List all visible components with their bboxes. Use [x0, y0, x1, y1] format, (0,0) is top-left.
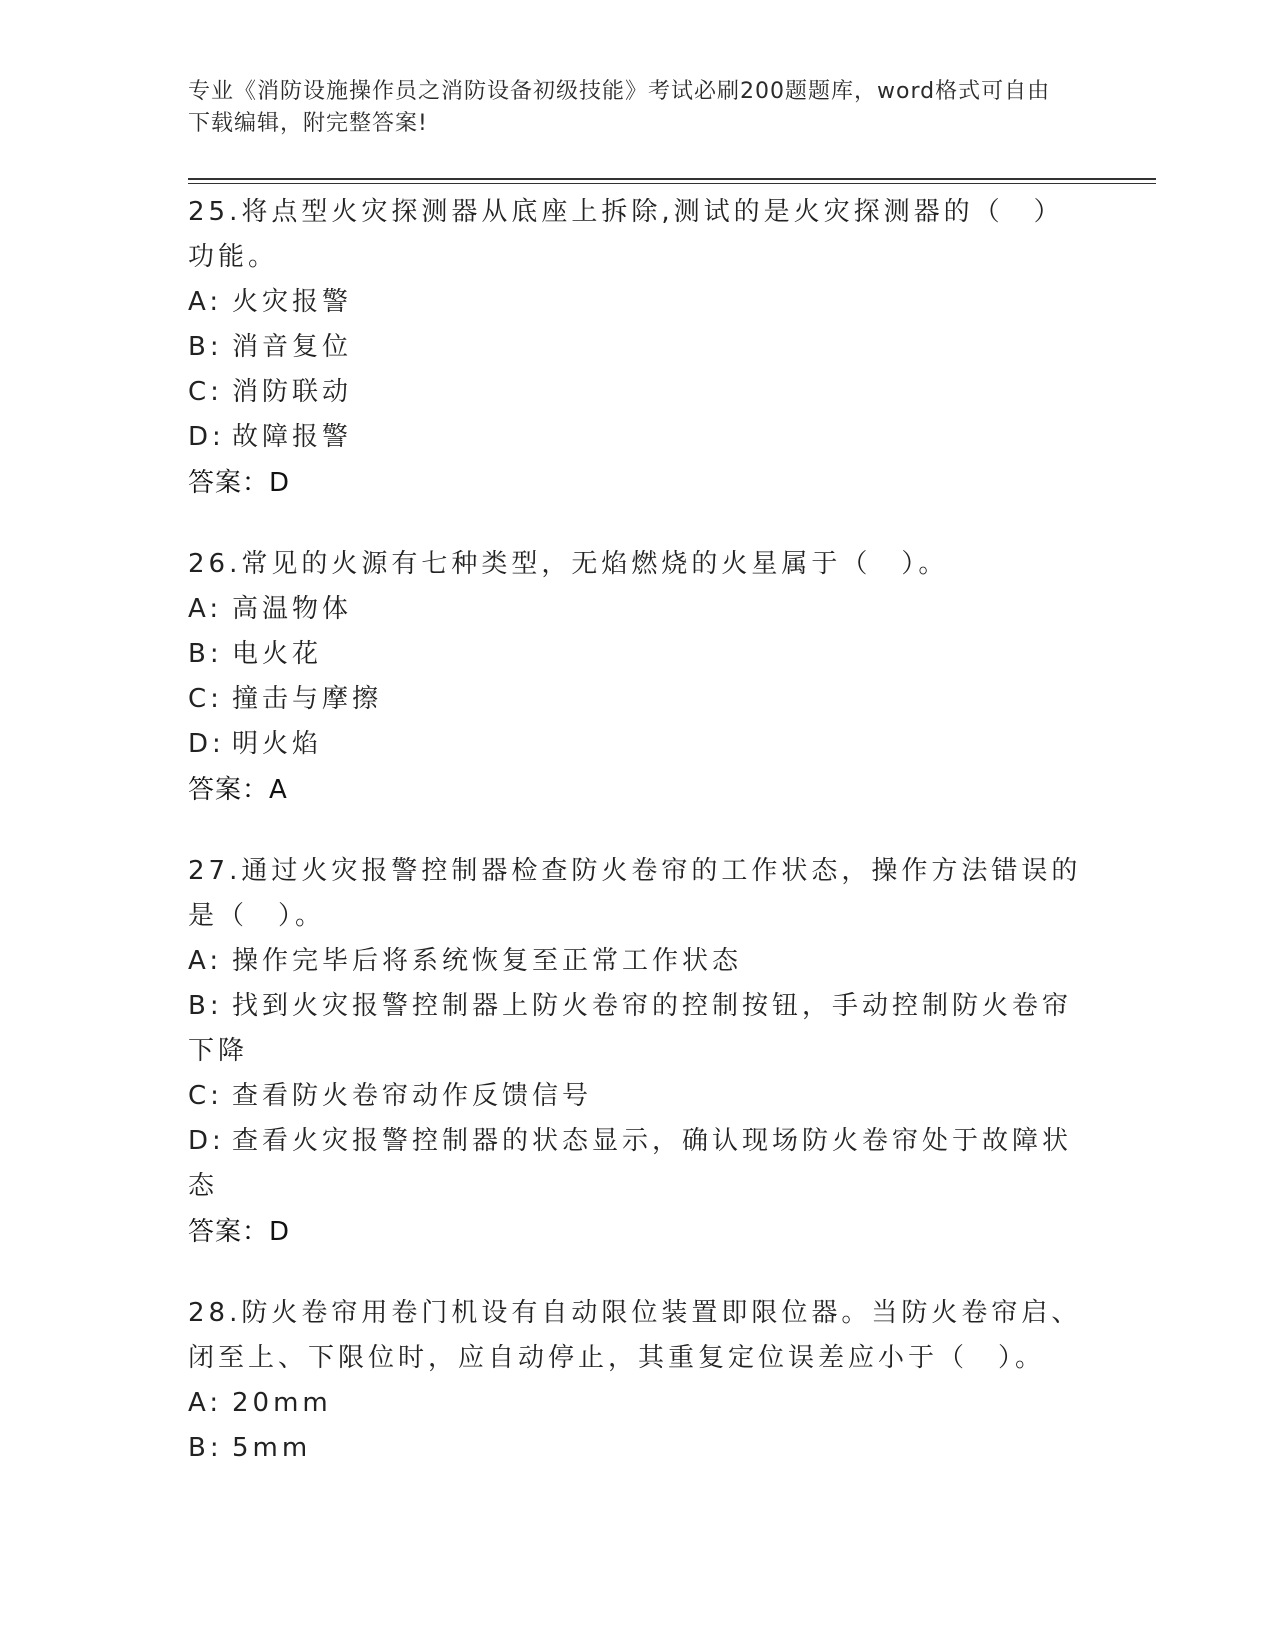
question-stem: 25.将点型火灾探测器从底座上拆除,测试的是火灾探测器的（ ）功能。	[188, 197, 1064, 272]
answer-line	[188, 1209, 1088, 1255]
option-a	[188, 1381, 1088, 1426]
option-b	[188, 984, 1088, 1074]
option-key: B:	[188, 332, 223, 362]
option-key: A:	[188, 287, 223, 317]
question-stem: 27.通过火灾报警控制器检查防火卷帘的工作状态，操作方法错误的是（ ）。	[188, 856, 1082, 931]
option-key: D:	[188, 422, 225, 452]
option-key: C:	[188, 377, 223, 407]
question-26	[188, 542, 1088, 813]
answer-value: D	[269, 468, 291, 498]
option-key: B:	[188, 991, 223, 1021]
option-key: B:	[188, 1433, 223, 1463]
question-25	[188, 190, 1088, 506]
option-text: 操作完毕后将系统恢复至正常工作状态	[232, 946, 743, 976]
option-key: C:	[188, 684, 223, 714]
option-key: A:	[188, 1388, 223, 1418]
option-text: 高温物体	[232, 594, 353, 624]
option-b	[188, 325, 1088, 370]
question-list	[188, 190, 1088, 1507]
document-header: 专业《消防设施操作员之消防设备初级技能》考试必刷200题题库，word格式可自由下载编辑，附完整答案!	[188, 79, 1051, 136]
question-28	[188, 1291, 1088, 1471]
option-key: B:	[188, 639, 223, 669]
option-text: 找到火灾报警控制器上防火卷帘的控制按钮，手动控制防火卷帘下降	[188, 991, 1073, 1066]
option-b	[188, 632, 1088, 677]
question-stem: 26.常见的火源有七种类型，无焰燃烧的火星属于（ ）。	[188, 549, 949, 579]
answer-line	[188, 767, 1088, 813]
option-text: 故障报警	[232, 422, 353, 452]
option-text: 消防联动	[232, 377, 353, 407]
option-text: 电火花	[232, 639, 323, 669]
question-stem: 28.防火卷帘用卷门机设有自动限位装置即限位器。当防火卷帘启、闭至上、下限位时，应自动停止，其重复定位误差应小于（ ）。	[188, 1298, 1082, 1373]
option-text: 5mm	[232, 1433, 312, 1463]
option-text: 查看火灾报警控制器的状态显示，确认现场防火卷帘处于故障状态	[188, 1126, 1073, 1201]
answer-line	[188, 460, 1088, 506]
option-c	[188, 677, 1088, 722]
option-text: 火灾报警	[232, 287, 353, 317]
option-text: 20mm	[232, 1388, 332, 1418]
option-key: D:	[188, 1126, 225, 1156]
option-text: 查看防火卷帘动作反馈信号	[232, 1081, 593, 1111]
answer-value: D	[269, 1217, 291, 1247]
option-c	[188, 370, 1088, 415]
answer-label: 答案：	[188, 775, 270, 805]
header-rule-thin	[188, 183, 1156, 184]
option-a	[188, 280, 1088, 325]
header-rule-thick	[188, 178, 1156, 180]
option-d	[188, 1119, 1088, 1209]
answer-value: A	[269, 775, 288, 805]
option-c	[188, 1074, 1088, 1119]
option-a	[188, 587, 1088, 632]
answer-label: 答案：	[188, 468, 270, 498]
option-key: D:	[188, 729, 225, 759]
option-d	[188, 415, 1088, 460]
question-27	[188, 849, 1088, 1255]
answer-label: 答案：	[188, 1217, 270, 1247]
option-text: 消音复位	[232, 332, 353, 362]
option-text: 明火焰	[232, 729, 323, 759]
option-key: A:	[188, 946, 223, 976]
option-text: 撞击与摩擦	[232, 684, 383, 714]
option-key: A:	[188, 594, 223, 624]
option-b	[188, 1426, 1088, 1471]
option-a	[188, 939, 1088, 984]
option-d	[188, 722, 1088, 767]
option-key: C:	[188, 1081, 223, 1111]
